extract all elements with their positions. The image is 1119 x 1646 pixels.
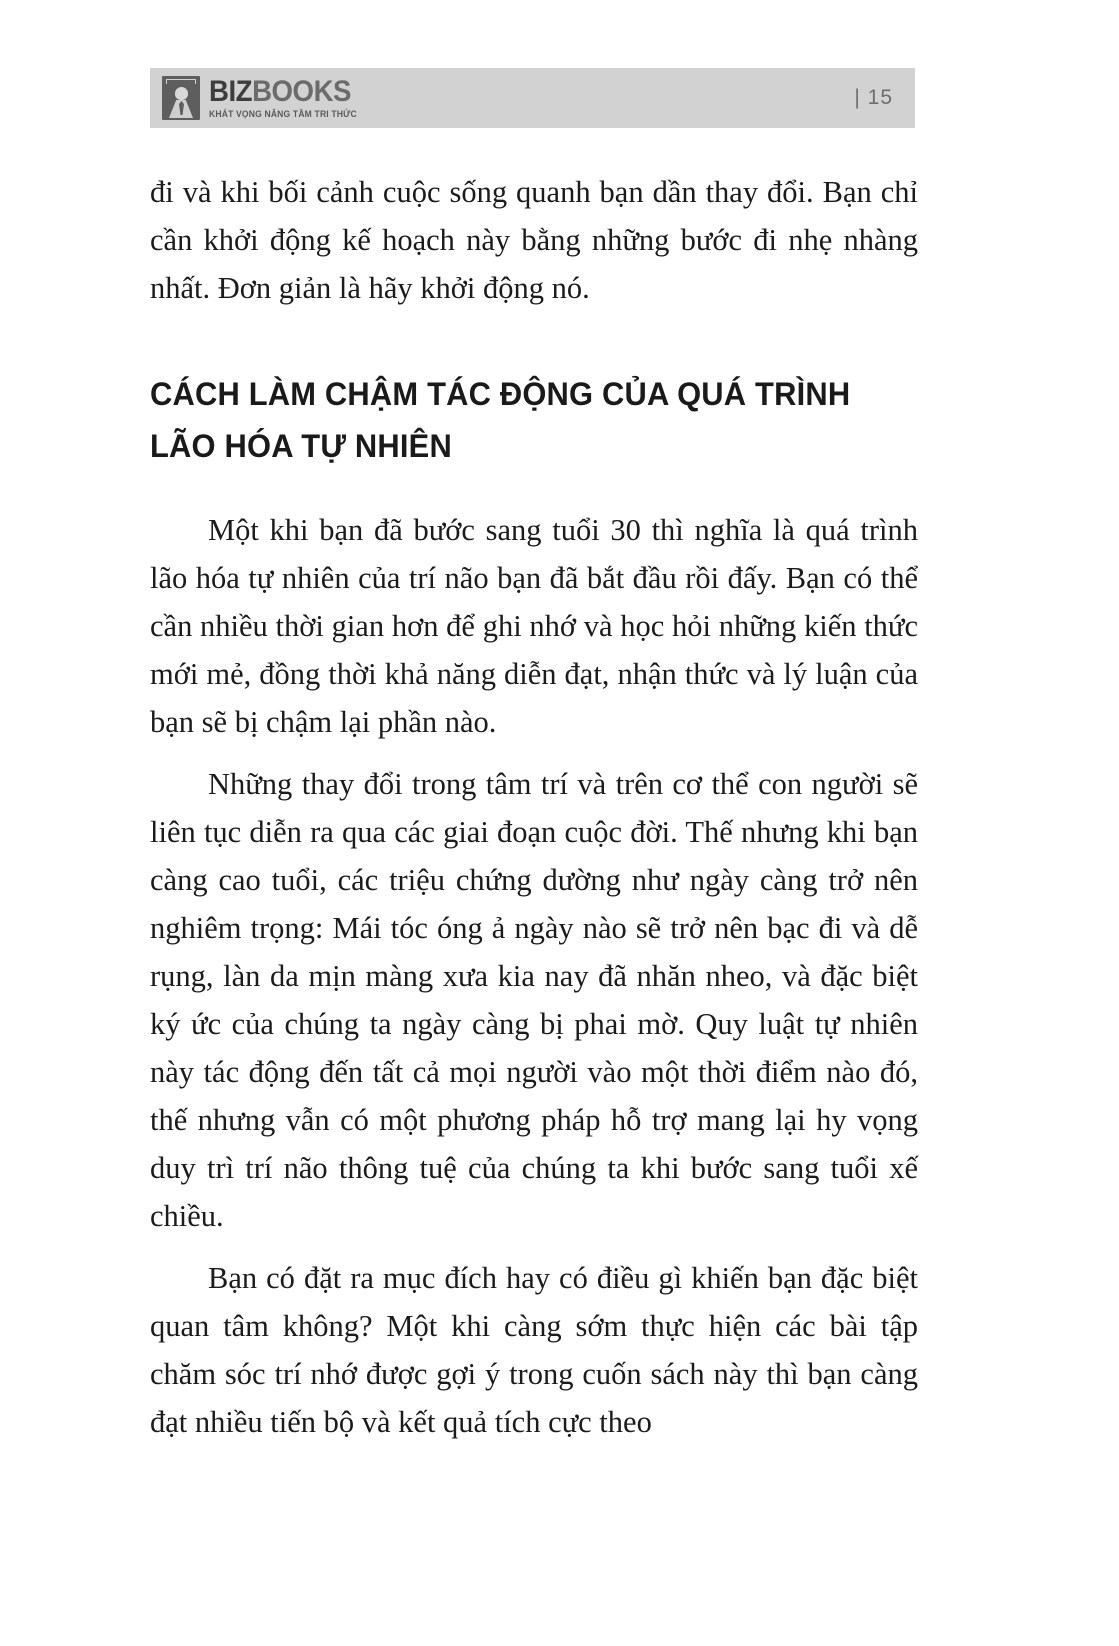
- paragraph-2: Những thay đổi trong tâm trí và trên cơ thể con người sẽ liên tục diễn ra qua các giai đoạn cuộc đời. Thế nhưng khi bạn càng cao tuổi, các triệu chứng dường như ngày càng trở nên nghiêm trọng: Mái tóc óng ả ngày nào sẽ trở nên bạc đi và dễ rụng, làn da mịn màng xưa kia nay đã nhăn nheo, và đặc biệt ký ức của chúng ta ngày càng bị phai mờ. Quy luật tự nhiên này tác động đến tất cả mọi người vào một thời điểm nào đó, thế nhưng vẫn có một phương pháp hỗ trợ mang lại hy vọng duy trì trí não thông tuệ của chúng ta khi bước sang tuổi xế chiều.: [150, 767, 918, 1233]
- brand-name-books: BOOKS: [252, 74, 351, 108]
- book-figure-logo-icon: [162, 76, 200, 120]
- page-number: | 15: [854, 86, 893, 109]
- book-icon-shape: [166, 79, 196, 84]
- brand-tagline: KHÁT VỌNG NÂNG TẦM TRI THỨC: [209, 108, 357, 120]
- paragraph-3: Bạn có đặt ra mục đích hay có điều gì khiến bạn đặc biệt quan tâm không? Một khi càng sớm thực hiện các bài tập chăm sóc trí nhớ được gợi ý trong cuốn sách này thì bạn càng đạt nhiều tiến bộ và kết quả tích cực theo: [150, 1261, 918, 1439]
- figure-head-shape: [175, 87, 188, 100]
- brand-name-biz: BIZ: [209, 74, 253, 108]
- paragraph-1: Một khi bạn đã bước sang tuổi 30 thì nghĩa là quá trình lão hóa tự nhiên của trí não bạn đã bắt đầu rồi đấy. Bạn có thể cần nhiều thời gian hơn để ghi nhớ và học hỏi những kiến thức mới mẻ, đồng thời khả năng diễn đạt, nhận thức và lý luận của bạn sẽ bị chậm lại phần nào.: [150, 513, 918, 739]
- running-header: [150, 68, 915, 128]
- page-content: [150, 168, 918, 1446]
- paragraph-continued: đi và khi bối cảnh cuộc sống quanh bạn dần thay đổi. Bạn chỉ cần khởi động kế hoạch này bằng những bước đi nhẹ nhàng nhất. Đơn giản là hãy khởi động nó.: [150, 175, 918, 305]
- section-heading: CÁCH LÀM CHẬM TÁC ĐỘNG CỦA QUÁ TRÌNH LÃO HÓA TỰ NHIÊN: [150, 376, 851, 464]
- bizbooks-logo: [162, 76, 373, 120]
- brand-text-block: [209, 74, 373, 120]
- brand-name: [209, 74, 360, 108]
